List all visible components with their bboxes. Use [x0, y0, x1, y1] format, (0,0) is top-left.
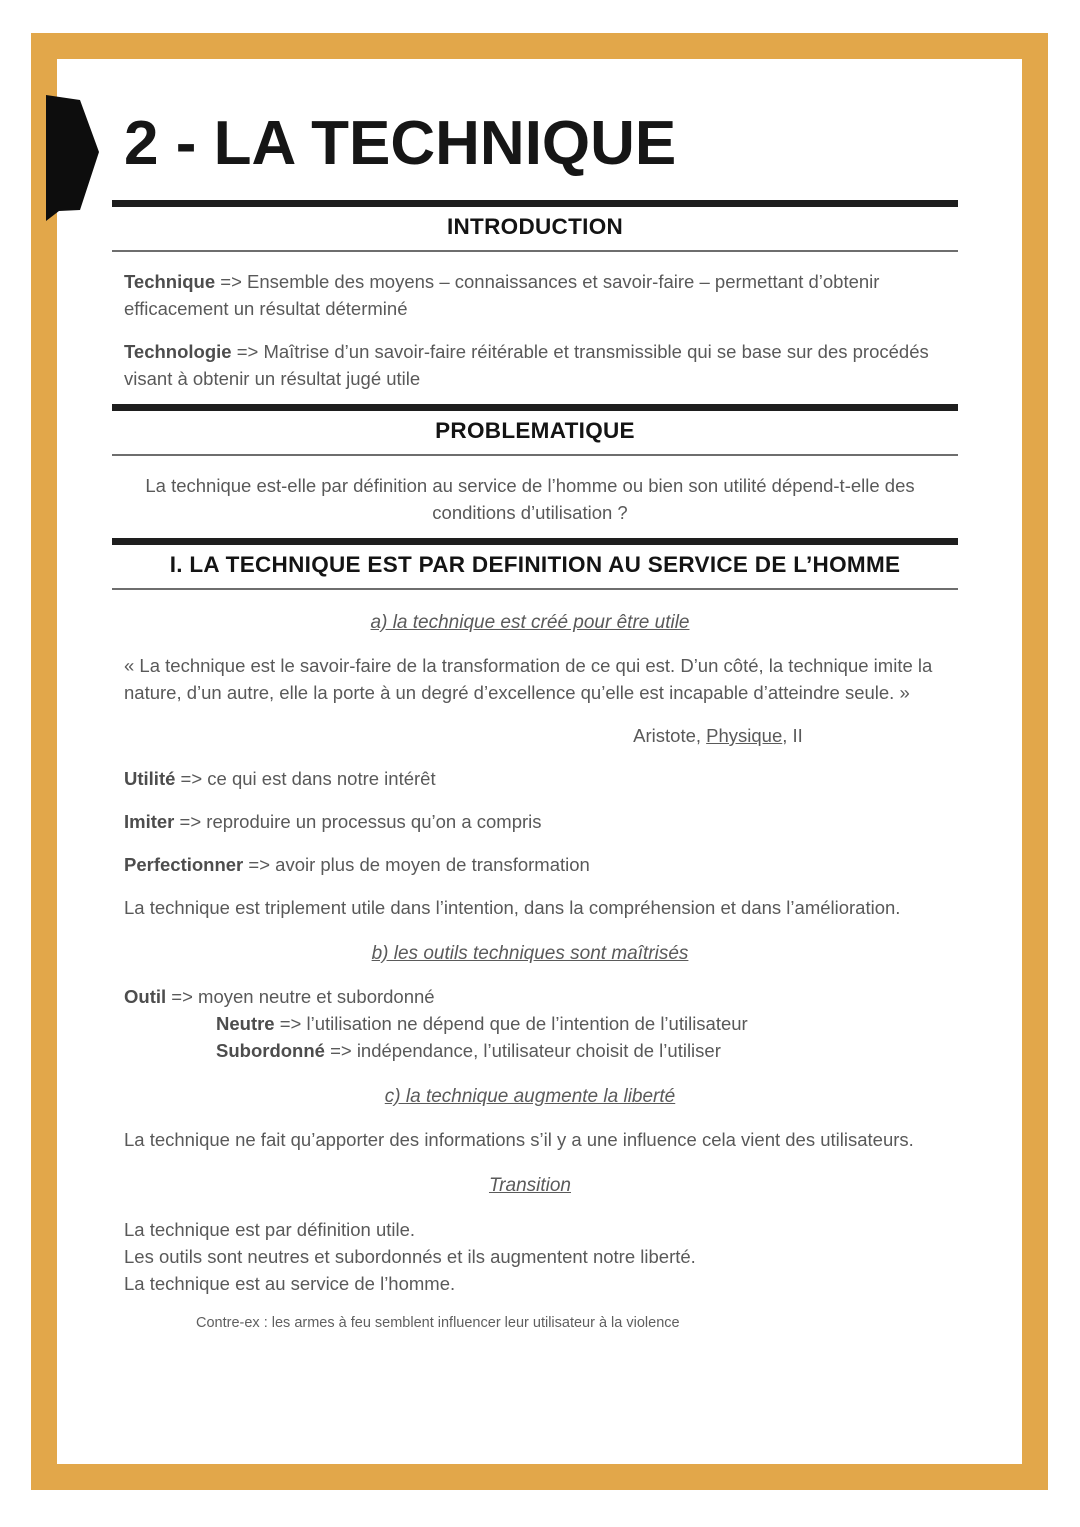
section-heading-introduction [112, 200, 958, 252]
definition-imiter [124, 808, 936, 835]
definition-group-outil [124, 983, 936, 1064]
definition-technologie [124, 338, 936, 392]
definition-term: Subordonné [216, 1040, 325, 1061]
transition-line: Les outils sont neutres et subordonnés et ils augmentent notre liberté. [124, 1246, 696, 1267]
definition-text: => Maîtrise d’un savoir-faire réitérable et transmissible qui se base sur des procédés visant à obtenir un résultat jugé utile [124, 341, 929, 389]
subsection-heading-c: c) la technique augmente la liberté [384, 1086, 676, 1107]
definition-text: => indépendance, l’utilisateur choisit de l’utiliser [330, 1040, 721, 1061]
transition-lines [124, 1216, 936, 1297]
bookmark-arrow-icon [44, 91, 100, 223]
definition-text: => ce qui est dans notre intérêt [180, 768, 436, 789]
subsection-heading-b: b) les outils techniques sont maîtrisés [371, 943, 689, 964]
section-heading-part1 [112, 538, 958, 590]
definition-term: Perfectionner [124, 854, 244, 875]
definition-subordonne [124, 1037, 936, 1064]
section-heading-problematique [112, 404, 958, 456]
attribution-work-title: Physique [706, 725, 783, 746]
definition-outil [124, 983, 936, 1010]
subsection-heading-a: a) la technique est créé pour être utile [370, 612, 690, 633]
quote-aristote: « La technique est le savoir-faire de la transformation de ce qui est. D’un côté, la technique imite la nature, d’un autre, elle la porte à un degré d’excellence qu’elle est incapable d’atteindre seule. » [124, 655, 933, 703]
definition-text: => reproduire un processus qu’on a compris [179, 811, 542, 832]
paragraph-c-body: La technique ne fait qu’apporter des informations s’il y a une influence cela vient des utilisateurs. [124, 1129, 914, 1150]
counter-example-note: Contre-ex : les armes à feu semblent influencer leur utilisateur à la violence [196, 1315, 680, 1331]
definition-term: Technique [124, 271, 216, 292]
definition-term: Utilité [124, 768, 176, 789]
attribution-suffix: , II [782, 725, 803, 746]
attribution-author: Aristote, [633, 725, 707, 746]
subsection-heading-transition: Transition [488, 1175, 571, 1196]
definition-utilite [124, 765, 936, 792]
definition-text: => moyen neutre et subordonné [171, 986, 435, 1007]
definition-text: => avoir plus de moyen de transformation [248, 854, 590, 875]
definition-text: => Ensemble des moyens – connaissances et savoir-faire – permettant d’obtenir efficacement un résultat déterminé [124, 271, 880, 319]
section-heading-label: INTRODUCTION [446, 214, 624, 239]
definition-perfectionner [124, 851, 936, 878]
definition-term: Technologie [124, 341, 232, 362]
paragraph-conclusion-a: La technique est triplement utile dans l’intention, dans la compréhension et dans l’amélioration. [124, 897, 901, 918]
quote-attribution [124, 722, 936, 749]
problematique-question: La technique est-elle par définition au service de l’homme ou bien son utilité dépend-t-elle des conditions d’utilisation ? [145, 475, 915, 523]
section-heading-label: I. LA TECHNIQUE EST PAR DEFINITION AU SERVICE DE L’HOMME [169, 552, 901, 577]
document-content [124, 104, 936, 1334]
definition-text: => l’utilisation ne dépend que de l’intention de l’utilisateur [279, 1013, 748, 1034]
transition-line: La technique est au service de l’homme. [124, 1273, 456, 1294]
section-heading-label: PROBLEMATIQUE [435, 418, 635, 443]
transition-line: La technique est par définition utile. [124, 1219, 416, 1240]
definition-term: Neutre [216, 1013, 275, 1034]
definition-neutre [124, 1010, 936, 1037]
page-title: 2 - LA TECHNIQUE [124, 109, 677, 178]
definition-term: Outil [124, 986, 167, 1007]
definition-term: Imiter [124, 811, 175, 832]
definition-technique [124, 268, 936, 322]
